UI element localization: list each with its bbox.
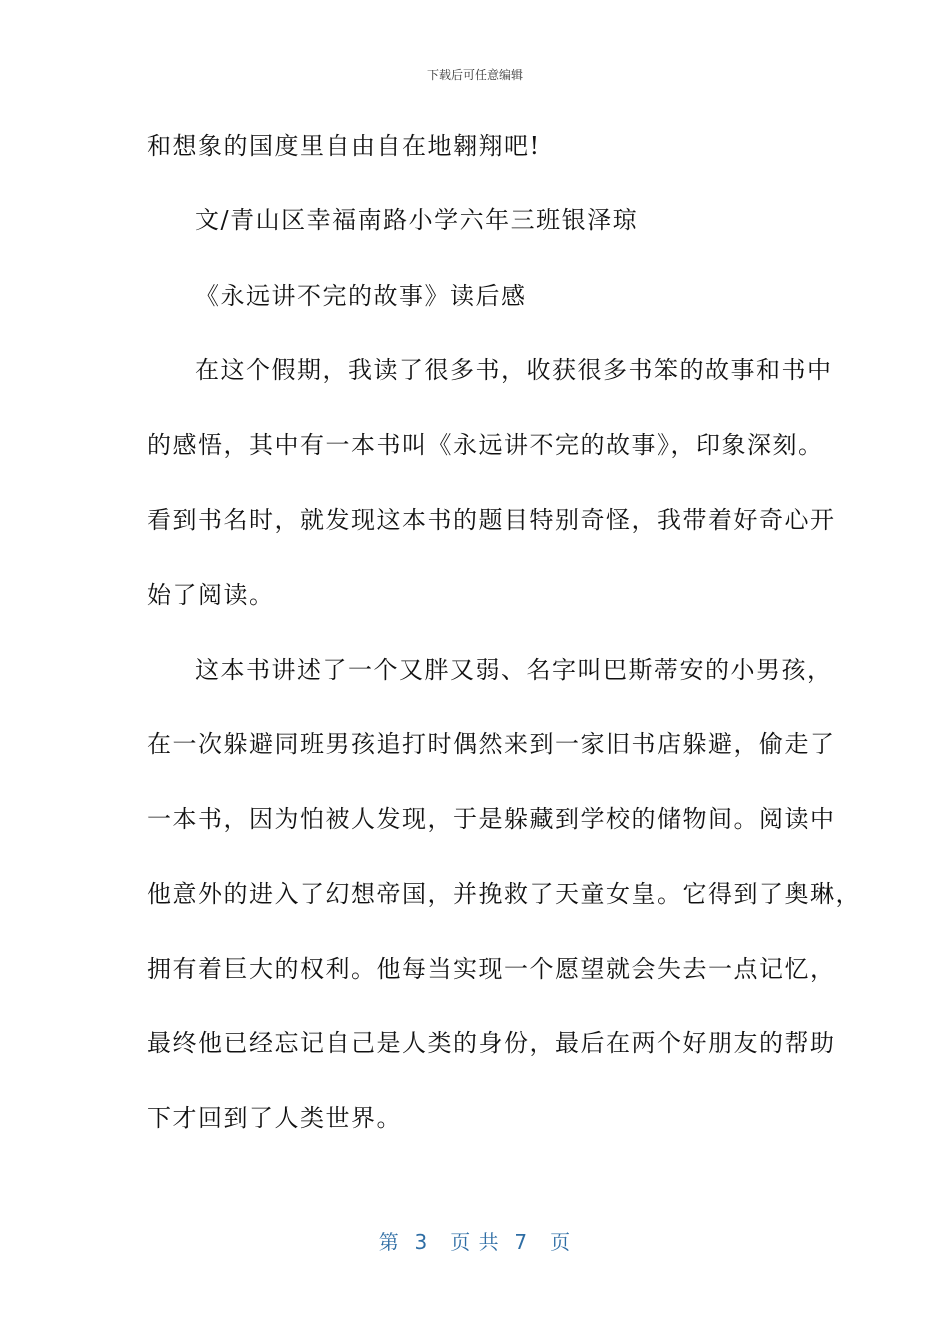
section-title: 《永远讲不完的故事》读后感 (195, 282, 527, 310)
page-number-footer: 第 3 页 共 7 页 (378, 1230, 572, 1254)
body-line: 这本书讲述了一个又胖又弱、名字叫巴斯蒂安的小男孩， (195, 656, 833, 684)
body-line: 在一次躲避同班男孩追打时偶然来到一家旧书店躲避，偷走了 (147, 730, 836, 758)
page-header: 下载后可任意编辑 (426, 68, 523, 82)
body-line: 最终他已经忘记自己是人类的身份，最后在两个好朋友的帮助 (147, 1029, 836, 1057)
body-line: 下才回到了人类世界。 (147, 1104, 402, 1132)
body-line: 的感悟，其中有一本书叫《永远讲不完的故事》，印象深刻。 (147, 431, 824, 459)
body-line: 和想象的国度里自由自在地翱翔吧! (147, 132, 541, 160)
author-line: 文/青山区幸福南路小学六年三班银泽琼 (195, 206, 639, 234)
body-line: 在这个假期，我读了很多书，收获很多书笨的故事和书中 (195, 356, 833, 384)
body-line: 一本书，因为怕被人发现，于是躲藏到学校的储物间。阅读中 (147, 805, 836, 833)
body-line: 拥有着巨大的权利。他每当实现一个愿望就会失去一点记忆， (147, 955, 836, 983)
body-line: 始了阅读。 (147, 581, 275, 609)
body-line: 看到书名时，就发现这本书的题目特别奇怪，我带着好奇心开 (147, 506, 836, 534)
body-line: 他意外的进入了幻想帝国，并挽救了天童女皇。它得到了奥琳， (147, 880, 861, 908)
